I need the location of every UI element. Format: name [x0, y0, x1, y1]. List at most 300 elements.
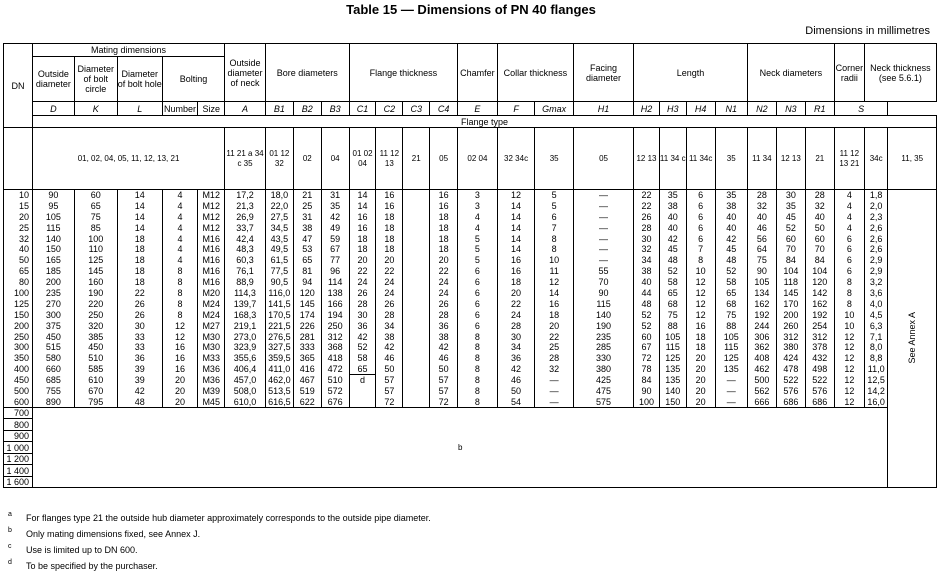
data-cell: 50: [376, 364, 403, 375]
data-cell: 6: [458, 309, 498, 320]
data-cell: 34: [497, 342, 535, 353]
header-neck-thick: Neck thickness (see 5.6.1): [864, 44, 936, 102]
type-cell: 11, 35: [888, 128, 937, 190]
data-cell: 162: [747, 298, 776, 309]
data-cell: 20: [686, 386, 715, 397]
data-cell: 8: [162, 298, 197, 309]
data-cell: 385: [74, 331, 117, 342]
data-cell: 22: [430, 266, 458, 277]
data-cell: 48: [117, 396, 162, 407]
data-cell: 45: [776, 211, 805, 222]
data-cell: 115: [659, 342, 686, 353]
data-cell: 135: [659, 375, 686, 386]
data-cell: 686: [805, 396, 834, 407]
data-cell: 2,9: [864, 255, 888, 266]
data-cell: 42: [715, 233, 747, 244]
data-cell: 36: [497, 353, 535, 364]
data-cell: 10: [834, 320, 864, 331]
data-cell: 666: [747, 396, 776, 407]
data-cell: 145: [293, 298, 321, 309]
data-cell: 14: [535, 288, 574, 299]
type-cell: 21: [403, 128, 430, 190]
data-cell: 20: [686, 353, 715, 364]
data-cell: 498: [805, 364, 834, 375]
data-cell: 4: [162, 255, 197, 266]
data-cell: 65: [74, 200, 117, 211]
data-cell: 14: [497, 200, 535, 211]
data-cell: M12: [198, 222, 225, 233]
data-cell: 3: [458, 200, 498, 211]
dn-cell: 300: [4, 342, 33, 353]
data-cell: 145: [776, 288, 805, 299]
data-cell: 22: [376, 266, 403, 277]
data-cell: 46: [497, 375, 535, 386]
data-cell: 4: [834, 222, 864, 233]
data-cell: M12: [198, 200, 225, 211]
data-cell: 77: [321, 255, 349, 266]
data-cell: 7,1: [864, 331, 888, 342]
data-cell: 676: [321, 396, 349, 407]
data-cell: 54: [497, 396, 535, 407]
data-cell: 6: [686, 190, 715, 201]
data-cell: —: [715, 386, 747, 397]
data-cell: 114,3: [225, 288, 266, 299]
header-dn: DN: [4, 44, 33, 128]
data-cell: —: [573, 190, 633, 201]
data-cell: 6,3: [864, 320, 888, 331]
dn-cell: 700: [4, 407, 33, 419]
data-cell: 378: [805, 342, 834, 353]
data-cell: 22: [634, 200, 660, 211]
data-cell: M12: [198, 211, 225, 222]
footnote-mark: c: [8, 543, 12, 550]
data-cell: M39: [198, 386, 225, 397]
data-cell: 75: [659, 309, 686, 320]
data-cell: 34,5: [265, 222, 293, 233]
data-cell: 52: [634, 309, 660, 320]
data-cell: 462,0: [265, 375, 293, 386]
data-cell: 36: [349, 320, 376, 331]
header-outside-diameter: Outside diameter: [32, 57, 74, 102]
data-cell: 55: [573, 266, 633, 277]
data-cell: 6: [686, 222, 715, 233]
data-cell: 26: [634, 211, 660, 222]
data-cell: 120: [805, 277, 834, 288]
data-cell: 755: [32, 386, 74, 397]
data-cell: 52: [349, 342, 376, 353]
data-cell: 8,0: [864, 342, 888, 353]
data-cell: 576: [776, 386, 805, 397]
data-cell: 38: [376, 331, 403, 342]
table-row: [4, 320, 937, 331]
data-cell: 8,8: [864, 353, 888, 364]
data-cell: 16: [497, 266, 535, 277]
data-cell: 70: [573, 277, 633, 288]
data-cell: 12: [162, 331, 197, 342]
data-cell: 4: [458, 211, 498, 222]
data-cell: 72: [430, 396, 458, 407]
data-cell: 16: [376, 200, 403, 211]
data-cell: 6: [535, 211, 574, 222]
data-cell: 18: [497, 277, 535, 288]
data-cell: 320: [74, 320, 117, 331]
data-cell: M27: [198, 320, 225, 331]
table-row: [4, 342, 937, 353]
data-cell: 457,0: [225, 375, 266, 386]
data-cell: 36: [117, 353, 162, 364]
data-cell: 40: [715, 211, 747, 222]
data-cell: 22: [349, 266, 376, 277]
data-cell: 65: [715, 288, 747, 299]
data-cell: 8: [458, 353, 498, 364]
data-cell: 25: [293, 200, 321, 211]
footnote-mark: a: [8, 511, 12, 518]
dn-cell: 400: [4, 364, 33, 375]
data-cell: 475: [573, 386, 633, 397]
data-cell: 20: [686, 396, 715, 407]
data-cell: 411,0: [265, 364, 293, 375]
data-cell: 64: [747, 244, 776, 255]
data-cell: 513,5: [265, 386, 293, 397]
data-cell: 65: [659, 288, 686, 299]
data-cell: 418: [321, 353, 349, 364]
data-cell: 16: [497, 255, 535, 266]
data-cell: 515: [32, 342, 74, 353]
data-cell: 42: [659, 233, 686, 244]
data-cell: 47: [293, 233, 321, 244]
data-cell: 118: [776, 277, 805, 288]
data-cell: 14: [349, 200, 376, 211]
data-cell: 14: [497, 222, 535, 233]
data-cell: 33: [117, 331, 162, 342]
data-cell: 519: [293, 386, 321, 397]
dn-cell: 350: [4, 353, 33, 364]
data-cell: 244: [747, 320, 776, 331]
type-cell: 11 34: [747, 128, 776, 190]
header-mating: Mating dimensions: [32, 44, 224, 57]
data-cell: 510: [321, 375, 349, 386]
data-cell: 20: [497, 288, 535, 299]
merged-b-cell: b: [32, 407, 888, 488]
data-cell: 49: [321, 222, 349, 233]
data-cell: 192: [747, 309, 776, 320]
data-cell: 18: [376, 244, 403, 255]
data-cell: 12: [497, 190, 535, 201]
data-cell: 35: [715, 190, 747, 201]
data-cell: 14: [349, 190, 376, 201]
data-cell: 18: [376, 222, 403, 233]
data-cell: 42: [321, 211, 349, 222]
data-cell: 21,3: [225, 200, 266, 211]
data-cell: 45: [659, 244, 686, 255]
table-row: [4, 309, 937, 320]
table-row: [4, 266, 937, 277]
data-cell: 6: [686, 233, 715, 244]
data-cell: 300: [32, 309, 74, 320]
data-cell: 52: [659, 266, 686, 277]
data-cell: 42: [497, 364, 535, 375]
data-cell: 276,5: [265, 331, 293, 342]
data-cell: 12: [834, 353, 864, 364]
data-cell: 18,0: [265, 190, 293, 201]
data-cell: 660: [32, 364, 74, 375]
data-cell: 8: [458, 386, 498, 397]
symbol-cell: H4: [686, 102, 715, 116]
data-cell: 26: [376, 298, 403, 309]
data-cell: 610: [74, 375, 117, 386]
data-cell: 5: [535, 190, 574, 201]
data-cell: 90: [32, 190, 74, 201]
data-cell: 40: [747, 211, 776, 222]
data-cell: 174: [293, 309, 321, 320]
type-cell: 12 13: [776, 128, 805, 190]
data-cell: 3,2: [864, 277, 888, 288]
data-cell: 2,0: [864, 200, 888, 211]
data-cell: 18: [117, 255, 162, 266]
data-cell: 57: [376, 375, 403, 386]
data-cell: 4: [162, 190, 197, 201]
data-cell: 70: [805, 244, 834, 255]
data-cell: 60: [74, 190, 117, 201]
data-cell: 4: [162, 244, 197, 255]
data-cell: 40: [634, 277, 660, 288]
data-cell: M30: [198, 342, 225, 353]
data-cell: M16: [198, 255, 225, 266]
table-row: [4, 353, 937, 364]
data-cell: 22: [535, 331, 574, 342]
types-dn-blank: [4, 128, 33, 190]
data-cell: 306: [747, 331, 776, 342]
c1-merged-d: d: [349, 375, 376, 408]
data-cell: 16: [686, 320, 715, 331]
footnote: [8, 526, 431, 542]
data-cell: 8: [535, 233, 574, 244]
data-cell: 14,2: [864, 386, 888, 397]
data-cell: 6: [686, 211, 715, 222]
data-cell: 44: [634, 288, 660, 299]
data-cell: 16: [349, 211, 376, 222]
data-cell: 18: [117, 233, 162, 244]
dn-cell: 80: [4, 277, 33, 288]
symbol-cell: H2: [634, 102, 660, 116]
data-cell: 61,5: [265, 255, 293, 266]
data-cell: 20: [430, 255, 458, 266]
symbol-cell: Gmax: [535, 102, 574, 116]
data-cell: 462: [747, 364, 776, 375]
data-cell: 18: [117, 244, 162, 255]
data-cell: 42: [376, 342, 403, 353]
data-cell: 10: [535, 255, 574, 266]
data-cell: 3: [458, 190, 498, 201]
data-cell: 2,6: [864, 222, 888, 233]
symbol-cell: N3: [776, 102, 805, 116]
data-cell: 20: [162, 375, 197, 386]
table-row: [4, 190, 937, 201]
data-cell: 81: [293, 266, 321, 277]
data-cell: 134: [747, 288, 776, 299]
dn-cell: 40: [4, 244, 33, 255]
data-cell: 6: [834, 266, 864, 277]
data-cell: 35: [321, 200, 349, 211]
data-cell: 5: [535, 200, 574, 211]
data-cell: 20: [686, 375, 715, 386]
data-cell: 575: [573, 396, 633, 407]
data-cell: M33: [198, 353, 225, 364]
data-cell: M16: [198, 233, 225, 244]
data-cell: 115: [32, 222, 74, 233]
data-cell: 425: [573, 375, 633, 386]
table-row: [4, 277, 937, 288]
symbol-cell: K: [74, 102, 117, 116]
data-cell: 355,6: [225, 353, 266, 364]
data-cell: 38: [715, 200, 747, 211]
data-cell: 18: [117, 266, 162, 277]
data-cell: 18: [349, 233, 376, 244]
data-cell: 8: [834, 277, 864, 288]
c3-merged: [403, 190, 430, 408]
data-cell: 4: [162, 200, 197, 211]
data-cell: —: [573, 200, 633, 211]
data-cell: 4: [162, 211, 197, 222]
data-cell: 30: [117, 320, 162, 331]
data-cell: 32: [805, 200, 834, 211]
data-cell: 12: [686, 277, 715, 288]
data-cell: 200: [776, 309, 805, 320]
data-cell: 424: [776, 353, 805, 364]
data-cell: 26: [430, 298, 458, 309]
data-cell: 68: [659, 298, 686, 309]
data-cell: 90: [573, 288, 633, 299]
data-cell: 220: [74, 298, 117, 309]
data-cell: 890: [32, 396, 74, 407]
data-cell: 60: [634, 331, 660, 342]
data-cell: 67: [321, 244, 349, 255]
data-cell: 36: [430, 320, 458, 331]
data-cell: 12: [535, 277, 574, 288]
data-cell: M12: [198, 190, 225, 201]
data-cell: 120: [293, 288, 321, 299]
symbol-cell: C4: [430, 102, 458, 116]
data-cell: 24: [430, 277, 458, 288]
data-cell: 16: [162, 342, 197, 353]
data-cell: 125: [659, 353, 686, 364]
data-cell: 14: [117, 211, 162, 222]
units-note: Dimensions in millimetres: [805, 25, 930, 37]
data-cell: 6: [686, 200, 715, 211]
symbol-cell: C3: [403, 102, 430, 116]
data-cell: 30: [349, 309, 376, 320]
data-cell: 24: [349, 277, 376, 288]
data-cell: 49,5: [265, 244, 293, 255]
data-cell: 4: [834, 211, 864, 222]
data-cell: 32: [634, 244, 660, 255]
data-cell: 12: [834, 375, 864, 386]
data-cell: 14: [117, 222, 162, 233]
data-cell: 26: [117, 298, 162, 309]
data-cell: M30: [198, 331, 225, 342]
data-cell: 35: [659, 190, 686, 201]
header-chamfer: Chamfer: [458, 44, 498, 102]
data-cell: 31: [293, 211, 321, 222]
data-cell: 48: [715, 255, 747, 266]
symbol-cell: Number: [164, 103, 197, 114]
header-neck-od: Outside diameter of neck: [225, 44, 266, 102]
data-cell: 12: [834, 396, 864, 407]
data-cell: 115: [715, 342, 747, 353]
data-cell: 105: [659, 331, 686, 342]
symbol-cell: B2: [293, 102, 321, 116]
data-cell: 75: [74, 211, 117, 222]
data-cell: 18: [117, 277, 162, 288]
data-cell: 406,4: [225, 364, 266, 375]
data-cell: 14: [497, 233, 535, 244]
table-row: [4, 233, 937, 244]
data-cell: 46: [747, 222, 776, 233]
symbol-cell: D: [32, 102, 74, 116]
data-cell: 94: [293, 277, 321, 288]
header-bore: Bore diameters: [265, 44, 349, 102]
data-cell: 140: [32, 233, 74, 244]
table-row: [4, 386, 937, 397]
table-row: [4, 298, 937, 309]
table-row: [4, 331, 937, 342]
data-cell: 192: [805, 309, 834, 320]
data-cell: 72: [376, 396, 403, 407]
type-cell: 35: [715, 128, 747, 190]
data-cell: 28: [805, 190, 834, 201]
data-cell: 20: [376, 255, 403, 266]
dn-cell: 125: [4, 298, 33, 309]
data-cell: 125: [74, 255, 117, 266]
data-cell: 185: [32, 266, 74, 277]
data-cell: 18: [430, 211, 458, 222]
data-cell: 2,3: [864, 211, 888, 222]
data-cell: 4: [834, 190, 864, 201]
data-cell: 77,5: [265, 266, 293, 277]
data-cell: 60,3: [225, 255, 266, 266]
table-row: [4, 375, 937, 386]
data-cell: 572: [321, 386, 349, 397]
data-cell: 52: [776, 222, 805, 233]
data-cell: 24: [376, 277, 403, 288]
footnotes: [8, 510, 431, 574]
data-cell: 141,5: [265, 298, 293, 309]
data-cell: 58: [349, 353, 376, 364]
data-cell: 78: [634, 364, 660, 375]
data-cell: 20: [535, 320, 574, 331]
data-cell: 28: [747, 190, 776, 201]
footnote-text: Only mating dimensions fixed, see Annex J.: [26, 529, 201, 539]
data-cell: 190: [573, 320, 633, 331]
symbol-cell: B3: [321, 102, 349, 116]
data-cell: 312: [321, 331, 349, 342]
data-cell: 622: [293, 396, 321, 407]
data-cell: 226: [293, 320, 321, 331]
header-collar: Collar thickness: [497, 44, 573, 102]
data-cell: 219,1: [225, 320, 266, 331]
data-cell: 450: [74, 342, 117, 353]
data-cell: M16: [198, 266, 225, 277]
data-cell: 75: [747, 255, 776, 266]
data-cell: 70: [776, 244, 805, 255]
dn-cell: 15: [4, 200, 33, 211]
data-cell: 2,6: [864, 244, 888, 255]
data-cell: 28: [535, 353, 574, 364]
data-cell: 18: [686, 342, 715, 353]
data-cell: 685: [32, 375, 74, 386]
data-cell: 33: [117, 342, 162, 353]
data-cell: 24: [376, 288, 403, 299]
